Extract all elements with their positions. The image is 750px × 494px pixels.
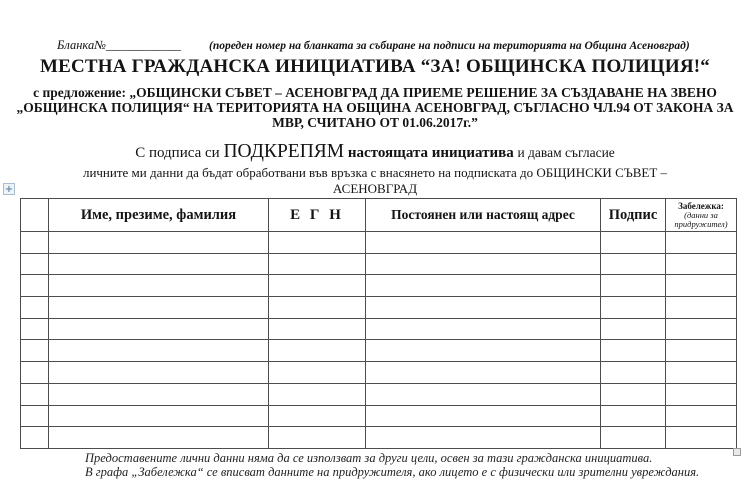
consent-line-3: АСЕНОВГРАД xyxy=(332,181,418,196)
table-cell-address[interactable] xyxy=(366,318,601,340)
table-row xyxy=(21,297,737,319)
consent-line-2: личните ми данни да бъдат обработвани във връзка с внасянето на подписката до ОБЩИНСКИ СЪВЕТ – xyxy=(82,165,668,180)
table-cell-note[interactable] xyxy=(666,362,737,384)
table-cell-number[interactable] xyxy=(21,427,49,449)
header-egn: Е Г Н xyxy=(269,199,366,232)
footer-notes xyxy=(85,451,725,479)
table-row xyxy=(21,383,737,405)
page-title: МЕСТНА ГРАЖДАНСКА ИНИЦИАТИВА “ЗА! ОБЩИНСКА ПОЛИЦИЯ!“ xyxy=(39,56,711,77)
table-cell-egn[interactable] xyxy=(269,253,366,275)
table-cell-egn[interactable] xyxy=(269,297,366,319)
table-cell-signature[interactable] xyxy=(601,253,666,275)
table-cell-address[interactable] xyxy=(366,383,601,405)
table-cell-name[interactable] xyxy=(49,275,269,297)
proposal-line: „ОБЩИНСКА ПОЛИЦИЯ“ НА ТЕРИТОРИЯТА НА ОБЩИНА АСЕНОВГРАД, СЪГЛАСНО ЧЛ.94 ОТ ЗАКОНА ЗА xyxy=(16,100,734,115)
table-cell-number[interactable] xyxy=(21,232,49,254)
table-cell-number[interactable] xyxy=(21,253,49,275)
table-row xyxy=(21,362,737,384)
table-row xyxy=(21,405,737,427)
proposal-line: с предложение: „ОБЩИНСКИ СЪВЕТ – АСЕНОВГРАД ДА ПРИЕМЕ РЕШЕНИЕ ЗА СЪЗДАВАНЕ НА ЗВЕНО xyxy=(33,85,717,100)
table-row xyxy=(21,253,737,275)
table-row xyxy=(21,427,737,449)
table-cell-egn[interactable] xyxy=(269,383,366,405)
table-header-row xyxy=(21,199,737,232)
table-cell-address[interactable] xyxy=(366,253,601,275)
consent-intro: С подписа си xyxy=(135,145,220,161)
table-cell-signature[interactable] xyxy=(601,232,666,254)
table-cell-note[interactable] xyxy=(666,275,737,297)
table-cell-number[interactable] xyxy=(21,405,49,427)
header-number xyxy=(21,199,49,232)
footer-note-line: В графа „Забележка“ се вписват данните на придружителя, ако лицето е с физически или зрителни увреждания. xyxy=(85,465,700,479)
table-resize-handle[interactable] xyxy=(733,448,741,456)
table-cell-note[interactable] xyxy=(666,318,737,340)
table-row xyxy=(21,340,737,362)
header-note xyxy=(666,199,737,232)
table-cell-number[interactable] xyxy=(21,275,49,297)
table-cell-signature[interactable] xyxy=(601,297,666,319)
blank-number-note: (пореден номер на бланката за събиране на подписи на територията на Община Асеновград) xyxy=(209,40,690,52)
consent-line-1 xyxy=(0,141,750,164)
table-cell-signature[interactable] xyxy=(601,318,666,340)
table-cell-name[interactable] xyxy=(49,232,269,254)
table-cell-signature[interactable] xyxy=(601,383,666,405)
consent-initiative: настоящата инициатива xyxy=(347,145,514,161)
table-cell-signature[interactable] xyxy=(601,427,666,449)
table-cell-egn[interactable] xyxy=(269,340,366,362)
table-cell-egn[interactable] xyxy=(269,427,366,449)
header-note-sub: (данни за придружител) xyxy=(674,210,728,229)
table-cell-signature[interactable] xyxy=(601,340,666,362)
signature-table-body xyxy=(21,232,737,449)
table-cell-egn[interactable] xyxy=(269,318,366,340)
table-move-handle-icon[interactable]: + xyxy=(4,184,14,195)
table-cell-egn[interactable] xyxy=(269,232,366,254)
table-cell-address[interactable] xyxy=(366,232,601,254)
proposal-line: МВР, СЧИТАНО ОТ 01.06.2017г.” xyxy=(272,115,478,130)
table-cell-egn[interactable] xyxy=(269,362,366,384)
table-row xyxy=(21,232,737,254)
table-cell-note[interactable] xyxy=(666,340,737,362)
table-cell-number[interactable] xyxy=(21,297,49,319)
table-cell-name[interactable] xyxy=(49,362,269,384)
table-cell-egn[interactable] xyxy=(269,275,366,297)
table-cell-name[interactable] xyxy=(49,383,269,405)
table-cell-signature[interactable] xyxy=(601,362,666,384)
header-note-title: Забележка: xyxy=(678,201,724,211)
table-cell-note[interactable] xyxy=(666,383,737,405)
table-cell-name[interactable] xyxy=(49,253,269,275)
consent-support-word: ПОДКРЕПЯМ xyxy=(223,141,345,162)
table-cell-egn[interactable] xyxy=(269,405,366,427)
table-cell-name[interactable] xyxy=(49,318,269,340)
table-cell-number[interactable] xyxy=(21,383,49,405)
table-cell-note[interactable] xyxy=(666,405,737,427)
table-cell-note[interactable] xyxy=(666,232,737,254)
table-cell-name[interactable] xyxy=(49,340,269,362)
table-cell-number[interactable] xyxy=(21,318,49,340)
table-cell-number[interactable] xyxy=(21,362,49,384)
table-cell-address[interactable] xyxy=(366,427,601,449)
table-row xyxy=(21,275,737,297)
header-signature: Подпис xyxy=(601,199,666,232)
consent-agreement: и давам съгласие xyxy=(517,145,615,160)
blank-number-line xyxy=(57,36,690,54)
table-cell-name[interactable] xyxy=(49,405,269,427)
table-cell-note[interactable] xyxy=(666,253,737,275)
table-cell-note[interactable] xyxy=(666,297,737,319)
consent-statement xyxy=(0,141,750,196)
table-cell-address[interactable] xyxy=(366,275,601,297)
table-cell-name[interactable] xyxy=(49,427,269,449)
table-cell-note[interactable] xyxy=(666,427,737,449)
table-row xyxy=(21,318,737,340)
table-cell-address[interactable] xyxy=(366,362,601,384)
table-cell-signature[interactable] xyxy=(601,275,666,297)
header-name: Име, презиме, фамилия xyxy=(49,199,269,232)
table-cell-address[interactable] xyxy=(366,405,601,427)
table-cell-address[interactable] xyxy=(366,297,601,319)
table-cell-number[interactable] xyxy=(21,340,49,362)
blank-number-label[interactable]: Бланка№____________ xyxy=(57,38,181,52)
table-cell-signature[interactable] xyxy=(601,405,666,427)
table-cell-address[interactable] xyxy=(366,340,601,362)
proposal-text xyxy=(0,85,750,130)
footer-note-line: Предоставените лични данни няма да се използват за други цели, освен за тази гражданска инициатива. xyxy=(85,451,653,465)
signature-table xyxy=(20,198,737,449)
table-cell-name[interactable] xyxy=(49,297,269,319)
header-address: Постоянен или настоящ адрес xyxy=(366,199,601,232)
